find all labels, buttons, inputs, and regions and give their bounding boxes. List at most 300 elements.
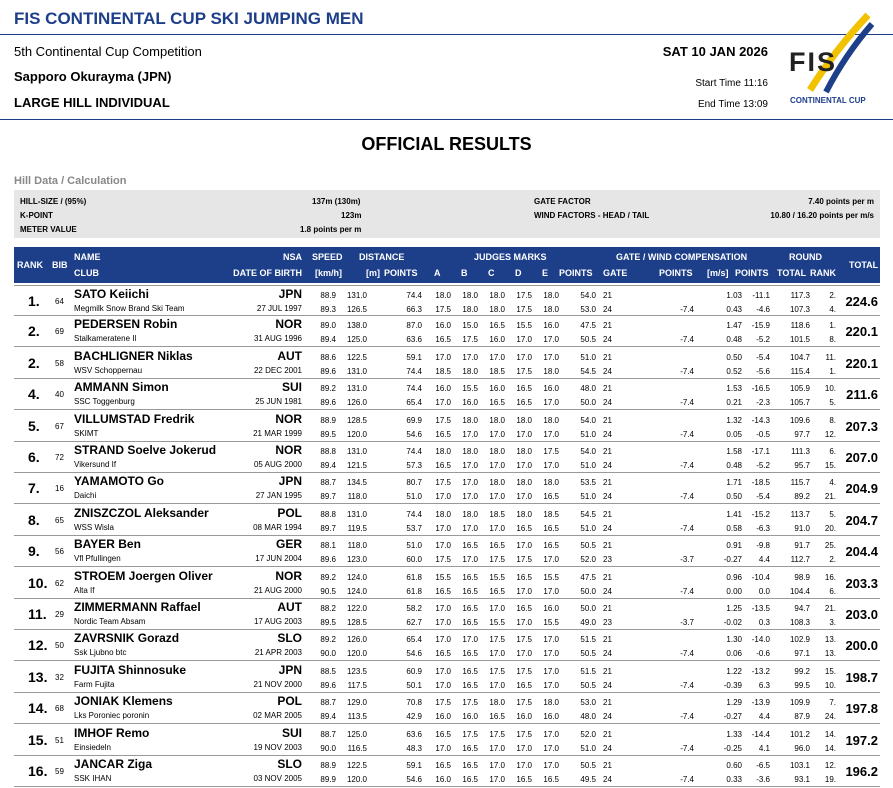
round2-distance-points: 53.7 [406,523,422,533]
col-club: CLUB [74,268,99,278]
round1-speed: 88.8 [320,509,336,519]
round2-wind-points: -0.5 [756,429,770,439]
athlete-bib: 16 [55,484,64,494]
athlete-dob: 21 APR 2003 [254,648,302,658]
round1-judge-a: 17.5 [435,698,451,708]
round2-judge-a: 16.5 [435,429,451,439]
round2-distance: 116.5 [347,743,367,753]
round1-judge-c: 16.0 [489,384,505,394]
athlete-nsa: SUI [281,725,302,740]
round2-gate: 24 [603,680,612,690]
round1-wind-speed: 1.71 [726,478,742,488]
athlete-nsa: SLO [277,757,302,771]
round2-distance-points: 42.9 [406,712,422,722]
table-row [14,379,880,410]
round1-distance: 131.0 [346,291,367,300]
round2-judge-e: 18.0 [543,305,559,314]
round2-judge-points: 50.5 [580,680,596,690]
round2-wind-points: 4.4 [758,555,770,565]
round1-judge-a: 17.0 [435,666,451,676]
athlete-total: 207.0 [845,450,878,465]
athlete-rank: 8. [28,511,40,528]
athlete-dob: 31 AUG 1996 [253,334,302,344]
round1-judge-c: 16.5 [489,321,505,331]
round1-judge-points: 54.0 [580,447,596,456]
round1-judge-a: 17.0 [435,541,451,551]
round2-judge-a: 17.0 [435,618,451,627]
round2-distance-points: 57.3 [406,461,422,470]
athlete-nsa: JPN [278,662,302,677]
round2-wind-speed: -0.27 [723,712,742,722]
round1-judge-c: 18.0 [489,698,505,708]
athlete-rank: 2. [28,323,40,340]
round1-judge-b: 18.0 [462,291,478,300]
round2-judge-a: 17.5 [435,305,451,314]
athlete-nsa: NOR [275,317,302,332]
round2-judge-points: 48.0 [580,712,596,722]
round2-judge-a: 17.0 [435,743,451,753]
athlete-nsa: NOR [275,443,302,457]
round2-judge-b: 16.5 [462,680,478,690]
round1-distance: 131.0 [346,384,367,394]
athlete-total: 220.1 [845,324,878,340]
round1-judge-e: 18.0 [543,291,559,300]
round1-distance-points: 80.7 [406,478,422,488]
round1-speed: 88.9 [320,415,336,425]
round1-wind-speed: 0.50 [726,352,742,362]
athlete-rank: 14. [28,700,48,717]
round2-judge-points: 49.0 [580,618,596,627]
col-round-total: TOTAL [777,268,807,278]
round1-distance-points: 65.4 [406,635,422,645]
round1-judge-a: 17.0 [435,635,451,645]
athlete-club: SSK IHAN [74,774,112,783]
round2-gate: 24 [603,305,612,314]
round1-distance: 131.0 [346,447,367,456]
round1-judge-b: 16.5 [462,666,478,676]
round2-judge-points: 51.0 [580,523,596,533]
round1-speed: 88.9 [320,761,336,770]
round1-judge-c: 17.0 [489,761,505,770]
athlete-bib: 29 [55,610,64,619]
hill-size-value: 137m (130m) [312,197,361,206]
round2-speed: 90.5 [320,586,336,596]
round2-round-rank: 12. [824,429,836,439]
athlete-club: Lks Poroniec poronin [74,711,150,721]
round1-distance: 122.5 [346,761,367,770]
col-distance: DISTANCE [359,252,405,262]
athlete-name: BACHLIGNER Niklas [74,348,193,363]
col-rank: RANK [17,260,43,270]
athlete-club: SKIMT [74,428,99,438]
athlete-bib: 51 [55,735,64,745]
round1-judge-points: 54.0 [580,291,596,300]
round1-judge-points: 50.5 [580,761,596,770]
round1-judge-b: 18.0 [462,447,478,456]
round1-judge-e: 16.5 [543,541,559,551]
round2-gate-points: -7.4 [680,712,694,722]
round2-judge-c: 17.0 [489,461,505,470]
round1-distance-points: 59.1 [406,761,422,770]
round1-gate: 21 [603,572,612,582]
col-dob: DATE OF BIRTH [233,268,302,278]
athlete-rank: 16. [28,763,48,779]
round1-gate: 21 [603,352,612,362]
round1-judge-d: 17.0 [516,761,532,770]
wind-factors-value: 10.80 / 16.20 points per m/s [770,211,874,220]
round1-distance-points: 61.8 [406,572,422,582]
athlete-club: Alta If [74,585,95,595]
athlete-nsa: SUI [281,380,302,395]
round1-round-rank: 15. [824,666,836,676]
meter-value-label: METER VALUE [20,225,77,234]
round2-round-total: 108.3 [789,618,810,627]
round1-judge-b: 16.5 [462,604,478,613]
round2-speed: 89.5 [320,618,336,627]
round2-speed: 89.6 [320,680,336,690]
round2-judge-e: 17.0 [543,398,559,408]
round1-judge-a: 16.5 [435,729,451,739]
round1-wind-points: -6.5 [756,761,770,770]
table-row [14,568,880,599]
hill-data-box [14,190,880,238]
col-gate-wind: GATE / WIND COMPENSATION [616,252,748,262]
col-judges: JUDGES MARKS [474,252,547,262]
athlete-total: 197.2 [845,732,878,748]
round1-round-rank: 13. [824,635,836,645]
round2-judge-d: 17.0 [516,461,532,470]
athlete-club: Stalkameratene Il [74,334,137,344]
logo-text: FIS [789,47,838,77]
round2-judge-c: 17.0 [489,775,505,784]
round1-wind-speed: 0.96 [726,572,742,582]
round1-wind-points: -5.4 [756,352,770,362]
athlete-club: Megmilk Snow Brand Ski Team [74,304,185,313]
round2-round-total: 93.1 [794,775,810,784]
round1-judge-a: 18.0 [435,291,451,300]
round2-gate-points: -3.7 [680,618,694,627]
round2-judge-d: 17.0 [516,649,532,659]
col-gate: GATE [603,268,628,278]
round2-speed: 89.7 [320,523,336,533]
round2-distance-points: 61.8 [406,586,422,596]
round1-gate: 21 [603,447,612,456]
round1-judge-a: 17.5 [435,478,451,488]
athlete-total: 203.0 [845,607,878,622]
round1-round-rank: 12. [824,761,836,770]
round2-gate-points: -7.4 [680,398,694,408]
round2-wind-speed: 0.58 [726,523,742,533]
round2-distance: 119.5 [347,523,367,533]
round2-round-total: 95.7 [794,461,810,470]
round1-judge-b: 17.0 [462,635,478,645]
round2-round-total: 99.5 [794,680,810,690]
round1-wind-speed: 1.30 [726,635,742,645]
round1-distance: 125.0 [346,729,367,739]
round1-judge-b: 17.5 [462,698,478,708]
round1-round-total: 117.3 [790,291,810,300]
athlete-name: STROEM Joergen Oliver [74,568,213,583]
round1-speed: 88.7 [320,478,336,488]
table-row [14,662,880,693]
round2-wind-points: 0.0 [758,586,770,596]
round2-judge-e: 17.0 [543,335,559,345]
round2-judge-e: 16.0 [543,712,559,722]
round1-wind-speed: 1.58 [726,447,742,456]
round1-wind-speed: 1.03 [726,291,742,300]
athlete-name: SATO Keiichi [74,287,149,301]
athlete-name: IMHOF Remo [74,725,150,740]
table-row [14,756,880,787]
round2-judge-a: 17.0 [435,680,451,690]
round2-speed: 89.3 [320,305,336,314]
round2-wind-points: -0.6 [756,649,770,659]
round2-distance: 123.0 [346,555,367,565]
round1-judge-e: 18.0 [543,698,559,708]
round1-wind-speed: 1.32 [726,415,742,425]
round2-judge-c: 16.0 [489,335,505,345]
col-judge-d: D [515,268,522,278]
round1-distance: 134.5 [346,478,367,488]
round1-round-total: 109.6 [789,415,810,425]
athlete-nsa: AUT [277,348,302,363]
round2-wind-points: 4.4 [758,712,770,722]
round2-distance: 131.0 [346,366,367,376]
round2-wind-points: -6.3 [756,523,770,533]
round2-gate-points: -7.4 [680,775,694,784]
round2-judge-a: 16.5 [435,586,451,596]
col-ms: [m/s] [707,268,729,278]
athlete-name: PEDERSEN Robin [74,317,178,332]
hill-data-title: Hill Data / Calculation [14,175,127,187]
athlete-bib: 40 [55,390,64,400]
round1-judge-e: 17.0 [543,666,559,676]
round1-distance: 122.5 [346,352,367,362]
athlete-nsa: AUT [277,600,302,614]
round2-judge-e: 16.5 [543,775,559,784]
round2-judge-b: 16.5 [462,775,478,784]
athlete-dob: 21 NOV 2000 [253,679,302,689]
col-judge-c: C [488,268,495,278]
table-row [14,505,880,536]
round1-gate: 21 [603,478,612,488]
round2-judge-b: 17.0 [462,555,478,565]
round2-judge-a: 18.5 [435,366,451,376]
round2-judge-points: 54.5 [580,366,596,376]
col-total: TOTAL [849,260,879,270]
round2-judge-d: 17.0 [516,586,532,596]
round2-judge-e: 17.0 [543,429,559,439]
round2-judge-c: 16.5 [489,586,505,596]
athlete-name: ZNISZCZOL Aleksander [74,505,209,520]
athlete-bib: 69 [55,327,64,337]
round2-round-rank: 15. [824,461,836,470]
round2-gate: 24 [603,366,612,376]
round2-judge-a: 17.0 [435,492,451,502]
round1-judge-a: 17.5 [435,415,451,425]
round2-distance-points: 62.7 [406,618,422,627]
athlete-rank: 10. [28,574,48,591]
round1-judge-a: 17.0 [435,604,451,613]
round2-round-rank: 5. [829,398,836,408]
col-m: [m] [366,268,380,278]
round2-judge-points: 50.5 [580,335,596,345]
round1-judge-points: 50.5 [580,541,596,551]
round1-speed: 88.7 [320,729,336,739]
round1-gate: 21 [603,541,612,551]
round2-judge-e: 17.0 [543,743,559,753]
round1-wind-speed: 1.53 [726,384,742,394]
round2-gate: 23 [603,618,612,627]
table-row [14,599,880,630]
round2-judge-b: 17.0 [462,523,478,533]
round2-round-total: 96.0 [794,743,810,753]
round2-wind-points: -5.2 [756,335,770,345]
round1-judge-e: 16.0 [543,384,559,394]
round2-distance: 124.0 [346,586,367,596]
round1-judge-c: 15.5 [489,572,505,582]
event-name: LARGE HILL INDIVIDUAL [14,95,170,110]
round1-gate: 21 [603,604,612,613]
round1-judge-e: 17.0 [543,761,559,770]
round1-judge-d: 17.0 [516,541,532,551]
athlete-total: 196.2 [845,764,878,779]
round1-distance: 131.0 [346,509,367,519]
round2-wind-speed: -0.25 [723,743,742,753]
round2-speed: 89.7 [320,492,336,502]
round1-judge-c: 17.0 [489,604,505,613]
round1-round-total: 115.7 [790,478,810,488]
round2-speed: 89.6 [320,555,336,565]
round2-wind-points: -3.6 [756,775,770,784]
round1-judge-e: 17.5 [543,447,559,456]
table-row [14,411,880,442]
round2-judge-a: 16.0 [435,712,451,722]
round2-round-total: 97.7 [794,429,810,439]
round1-distance-points: 74.4 [406,509,422,519]
round2-wind-speed: -0.27 [723,555,742,565]
round1-distance: 126.0 [346,635,367,645]
athlete-bib: 50 [55,641,64,651]
athlete-name: ZAVRSNIK Gorazd [74,631,180,646]
round1-judge-d: 15.5 [516,321,532,331]
round2-judge-points: 50.5 [580,649,596,659]
athlete-dob: 05 AUG 2000 [253,460,302,469]
athlete-club: WSS Wisla [74,522,114,532]
round2-judge-points: 51.0 [580,429,596,439]
round2-speed: 89.4 [320,461,336,470]
table-row [14,473,880,504]
round2-speed: 89.5 [320,429,336,439]
athlete-bib: 64 [55,297,64,306]
round1-speed: 88.2 [320,604,336,613]
round2-wind-points: 4.1 [758,743,770,753]
round2-judge-c: 17.0 [489,649,505,659]
round1-speed: 88.9 [320,291,336,300]
round2-gate-points: -7.4 [680,649,694,659]
round1-judge-b: 15.0 [462,321,478,331]
round2-round-rank: 8. [829,335,836,345]
round2-round-total: 115.4 [790,366,810,376]
k-point-label: K-POINT [20,211,53,220]
athlete-total: 220.1 [845,355,878,371]
round2-speed: 89.6 [320,366,336,376]
round1-speed: 89.0 [320,321,336,331]
round2-gate-points: -7.4 [680,492,694,502]
round1-wind-points: -16.5 [751,384,770,394]
round1-round-rank: 6. [829,447,836,456]
athlete-dob: 22 DEC 2001 [253,365,302,375]
athlete-dob: 27 JUL 1997 [256,304,302,313]
round2-judge-b: 16.5 [462,586,478,596]
athlete-dob: 17 JUN 2004 [255,554,302,564]
athlete-club: Vfl Pfullingen [74,554,121,564]
round1-judge-b: 16.5 [462,541,478,551]
round2-judge-d: 16.0 [516,712,532,722]
round2-wind-speed: -0.39 [723,680,742,690]
round1-judge-points: 53.5 [580,478,596,488]
athlete-total: 204.9 [845,481,878,497]
athlete-nsa: GER [275,537,302,552]
athlete-bib: 58 [55,358,64,368]
round2-judge-a: 17.0 [435,398,451,408]
round1-judge-points: 54.0 [580,415,596,425]
round1-distance-points: 74.4 [406,384,422,394]
athlete-dob: 21 MAR 1999 [253,428,302,438]
round1-round-total: 99.2 [794,666,810,676]
round2-wind-points: -5.4 [756,492,770,502]
round1-distance: 128.5 [346,415,367,425]
round2-gate: 24 [603,335,612,345]
round2-judge-c: 18.0 [489,305,505,314]
round2-judge-c: 17.0 [489,680,505,690]
start-time: Start Time 11:16 [695,78,768,89]
round2-distance: 117.5 [347,680,367,690]
round2-round-total: 91.0 [794,523,810,533]
athlete-name: JONIAK Klemens [74,694,173,709]
round2-wind-speed: 0.05 [726,429,742,439]
round1-judge-c: 17.5 [489,666,505,676]
hill-size-label: HILL-SIZE / (95%) [20,197,87,206]
athlete-total: 204.4 [845,544,878,560]
round1-judge-b: 18.0 [462,509,478,519]
table-row [14,442,880,473]
round1-distance: 118.0 [347,541,367,551]
round1-judge-c: 18.5 [489,509,505,519]
col-wind-points: POINTS [735,268,769,278]
round2-round-rank: 10. [824,680,836,690]
round1-judge-b: 17.5 [462,729,478,739]
round2-judge-points: 51.0 [580,461,596,470]
round1-distance-points: 74.4 [406,447,422,456]
logo-subtitle: CONTINENTAL CUP [790,96,866,105]
round2-judge-points: 49.5 [580,775,596,784]
round2-gate: 24 [603,712,612,722]
round1-wind-points: -14.4 [751,729,770,739]
round2-judge-c: 17.5 [489,555,505,565]
round1-gate: 21 [603,761,612,770]
round1-round-rank: 25. [824,541,836,551]
round2-judge-b: 16.5 [462,649,478,659]
round2-distance-points: 74.4 [406,366,422,376]
athlete-bib: 68 [55,704,64,714]
round2-judge-points: 50.0 [580,586,596,596]
round2-round-rank: 24. [824,712,836,722]
round1-judge-a: 15.5 [435,572,451,582]
round2-distance-points: 51.0 [406,492,422,502]
round2-judge-a: 16.5 [435,649,451,659]
round2-judge-d: 16.5 [516,775,532,784]
